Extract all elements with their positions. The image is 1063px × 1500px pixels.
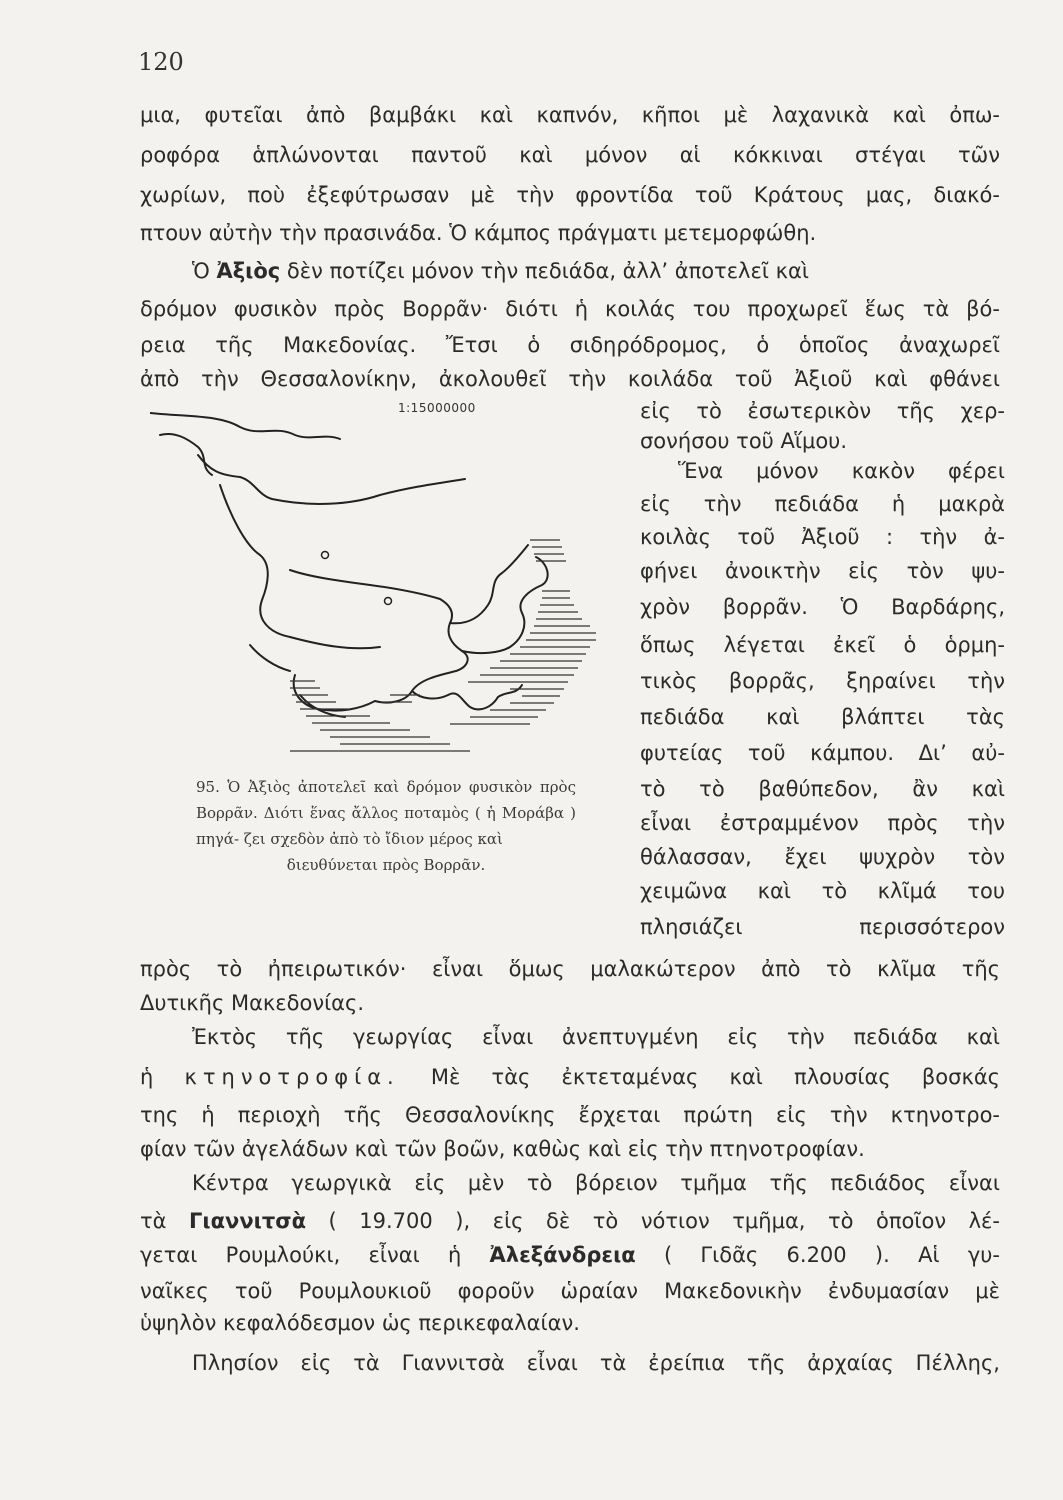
spaced-term: κτηνοτροφία. bbox=[184, 1065, 400, 1089]
text-line: ροφόρα ἁπλώνονται παντοῦ καὶ μόνον αἱ κόκκιναι στέγαι τῶν bbox=[140, 143, 1000, 167]
text-line: θάλασσαν, ἔχει ψυχρὸν τὸν bbox=[640, 845, 1005, 869]
text-line: γεται Ρουμλούκι, εἶναι ἡ Ἀλεξάνδρεια ( Γιδᾶς 6.200 ). Αἱ γυ- bbox=[140, 1243, 1000, 1267]
town-name-giannitsa: Γιαννιτσὰ bbox=[189, 1209, 306, 1233]
text-line: εἰς τὸ ἐσωτερικὸν τῆς χερ- bbox=[640, 399, 1005, 423]
text-line: τὰ Γιαννιτσὰ ( 19.700 ), εἰς δὲ τὸ νότιον τμῆμα, τὸ ὁποῖον λέ- bbox=[140, 1209, 1000, 1233]
text-line: εἶναι ἐστραμμένον πρὸς τὴν bbox=[640, 811, 1005, 835]
text-line: πρὸς τὸ ἠπειρωτικόν· εἶναι ὅμως μαλακώτερον ἀπὸ τὸ κλῖμα τῆς bbox=[140, 957, 1000, 981]
text-line: Κέντρα γεωργικὰ εἰς μὲν τὸ βόρειον τμῆμα τῆς πεδιάδος εἶναι bbox=[192, 1171, 1000, 1195]
text-line: σονήσου τοῦ Αἵμου. bbox=[640, 429, 848, 453]
text-line: ἀπὸ τὴν Θεσσαλονίκην, ἀκολουθεῖ τὴν κοιλάδα τοῦ Ἀξιοῦ καὶ φθάνει bbox=[140, 367, 1000, 391]
text-line: τὸ τὸ βαθύπεδον, ἂν καὶ bbox=[640, 777, 1005, 801]
text-line: χωρίων, ποὺ ἐξεφύτρωσαν μὲ τὴν φροντίδα τοῦ Κράτους μας, διακό- bbox=[140, 183, 1000, 207]
text-line: ὑψηλὸν κεφαλόδεσμον ὡς περικεφαλαίαν. bbox=[140, 1311, 580, 1335]
text-line: ρεια τῆς Μακεδονίας. Ἔτσι ὁ σιδηρόδρομος, ὁ ὁποῖος ἀναχωρεῖ bbox=[140, 333, 1000, 357]
text-line: χρὸν βορρᾶν. Ὁ Βαρδάρης, bbox=[640, 595, 1005, 619]
text-line: ναῖκες τοῦ Ρουμλουκιοῦ φοροῦν ὡραίαν Μακεδονικὴν ἐνδυμασίαν μὲ bbox=[140, 1279, 1000, 1303]
text-line: εἰς τὴν πεδιάδα ἡ μακρὰ bbox=[640, 492, 1005, 516]
text-line: δρόμον φυσικὸν πρὸς Βορρᾶν· διότι ἡ κοιλάς του προχωρεῖ ἕως τὰ βό- bbox=[140, 297, 1000, 321]
city-marker bbox=[385, 598, 392, 605]
text-line: Δυτικῆς Μακεδονίας. bbox=[140, 991, 365, 1015]
text-line: πτουν αὐτὴν τὴν πρασινάδα. Ὁ κάμπος πράγματι μετεμορφώθη. bbox=[140, 221, 817, 245]
river-name-axios: Ἀξιὸς bbox=[216, 259, 281, 283]
map-scale: 1:15000000 bbox=[398, 401, 476, 415]
map-figure bbox=[150, 395, 600, 765]
text-line: της ἡ περιοχὴ τῆς Θεσσαλονίκης ἔρχεται πρώτη εἰς τὴν κτηνοτρο- bbox=[140, 1103, 1000, 1127]
figure-caption: 95. Ὁ Ἀξιὸς ἀποτελεῖ καὶ δρόμον φυσικὸν πρὸς Βορρᾶν. Διότι ἕνας ἄλλος ποταμὸς ( ἡ Μοράβα ) πηγά- ζει σχεδὸν ἀπὸ τὸ ἴδιον μέρος καὶ διευθύνεται πρὸς Βορρᾶν. bbox=[196, 778, 576, 874]
town-name-alexandreia: Ἀλεξάνδρεια bbox=[489, 1243, 636, 1267]
text-line: πλησιάζει περισσότερον bbox=[640, 915, 1005, 939]
text-line: ὅπως λέγεται ἐκεῖ ὁ ὁρμη- bbox=[640, 633, 1005, 657]
text-line: κοιλὰς τοῦ Ἀξιοῦ : τὴν ἀ- bbox=[640, 525, 1005, 549]
city-marker bbox=[322, 552, 329, 559]
text-line: Ἐκτὸς τῆς γεωργίας εἶναι ἀνεπτυγμένη εἰς τὴν πεδιάδα καὶ bbox=[192, 1025, 1000, 1049]
text-line: φίαν τῶν ἀγελάδων καὶ τῶν βοῶν, καθὼς καὶ εἰς τὴν πτηνοτροφίαν. bbox=[140, 1137, 865, 1161]
text-line: Ἕνα μόνον κακὸν φέρει bbox=[678, 459, 1005, 483]
text-line: πεδιάδα καὶ βλάπτει τὰς bbox=[640, 705, 1005, 729]
text-line: φήνει ἀνοικτὴν εἰς τὸν ψυ- bbox=[640, 559, 1005, 583]
text-line: μια, φυτεῖαι ἀπὸ βαμβάκι καὶ καπνόν, κῆποι μὲ λαχανικὰ καὶ ὀπω- bbox=[140, 103, 1000, 127]
text-line: χειμῶνα καὶ τὸ κλῖμά του bbox=[640, 879, 1005, 903]
text-line: τικὸς βορρᾶς, ξηραίνει τὴν bbox=[640, 669, 1005, 693]
text-line: ἡ κτηνοτροφία. Μὲ τὰς ἐκτεταμένας καὶ πλουσίας βοσκάς bbox=[140, 1065, 1000, 1089]
text-line: φυτείας τοῦ κάμπου. Δι’ αὐ- bbox=[640, 741, 1005, 765]
text-line: Ὁ Ἀξιὸς δὲν ποτίζει μόνον τὴν πεδιάδα, ἀλλ’ ἀποτελεῖ καὶ bbox=[192, 259, 809, 283]
page-number: 120 bbox=[138, 48, 184, 76]
text-line: Πλησίον εἰς τὰ Γιαννιτσὰ εἶναι τὰ ἐρείπια τῆς ἀρχαίας Πέλλης, bbox=[192, 1351, 1000, 1375]
